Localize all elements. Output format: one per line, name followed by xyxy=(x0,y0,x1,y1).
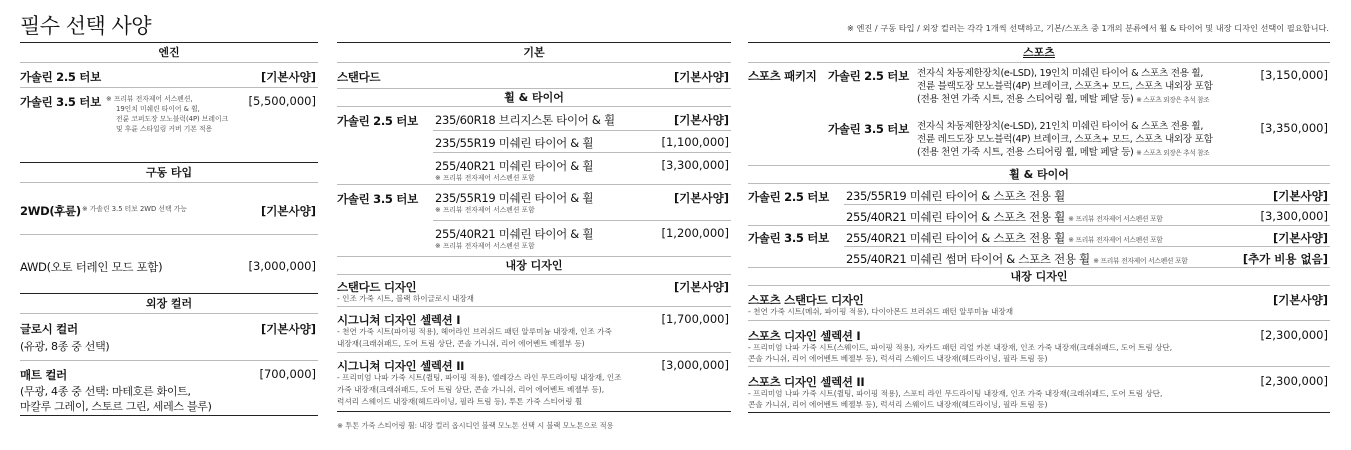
engine-label: 가솔린 2.5 터보 xyxy=(20,70,101,84)
sports-package-desc: 전륜 레드도장 모노블럭(4P) 브레이크, 스포츠+ 모드, 스포츠 내외장 포함 xyxy=(917,134,1213,145)
wheel-option[interactable] xyxy=(433,185,731,221)
sports-package-note: ※ 스포츠 외장은 추석 참조 xyxy=(1136,96,1210,104)
interior-desc: - 천연 가죽 시트(파이핑 적용), 헤어라인 브러쉬드 패턴 알루미늄 내장재, 인조 가죽 xyxy=(337,327,612,336)
wheel-option-price: [기본사양] xyxy=(1273,231,1328,245)
interior-option[interactable] xyxy=(748,367,1330,413)
page-title: 필수 선택 사양 xyxy=(20,14,152,38)
wheel-option-note: ※ 프리뷰 전자제어 서스펜션 포함 xyxy=(435,174,535,182)
wheel-option[interactable] xyxy=(433,221,731,257)
wheel-option-price: [추가 비용 없음] xyxy=(1242,252,1328,266)
exterior-sub: (유광, 8종 중 선택) xyxy=(20,340,110,353)
drive-price: [3,000,000] xyxy=(248,259,316,273)
wheel-option-price: [기본사양] xyxy=(1273,189,1328,203)
interior-price: [기본사양] xyxy=(1273,293,1328,307)
sports-column xyxy=(748,42,1330,413)
sports-package-desc: 전자식 차동제한장치(e-LSD), 21인치 미쉐린 타이어 & 스포츠 전용 휠, xyxy=(917,121,1204,132)
sports-package-label: 스포츠 패키지 xyxy=(748,69,817,83)
basic-header: 기본 xyxy=(337,42,731,63)
wheel-option[interactable] xyxy=(844,226,1330,247)
wheel-option-price: [기본사양] xyxy=(674,113,729,127)
engine-price: [기본사양] xyxy=(261,70,316,84)
sports-package-price: [3,350,000] xyxy=(1260,121,1328,135)
interior-desc: - 프리미엄 나파 가죽 시트(퀼팅, 파이핑 적용), 엘레강스 라인 무드라이팅 내장재, 인조 xyxy=(337,373,622,382)
interior-name: 스포츠 스탠다드 디자인 xyxy=(748,293,864,307)
engine-note: 전륜 코퍼도장 모노블럭(4P) 브레이크 xyxy=(116,115,229,123)
wheel-option-name-line xyxy=(846,209,1163,225)
interior-option[interactable] xyxy=(337,307,731,353)
wheel-option-name: 255/40R21 미쉐린 썸머 타이어 & 스포츠 전용 휠 xyxy=(846,252,1090,266)
interior-desc: - 인조 가죽 시트, 블랙 하이글로시 내장재 xyxy=(337,294,475,303)
drive-price: [기본사양] xyxy=(261,204,316,218)
interior-price: [2,300,000] xyxy=(1260,328,1328,342)
exterior-sub: (무광, 4종 중 선택: 마테호른 화이트, xyxy=(20,385,191,398)
basic-standard-price: [기본사양] xyxy=(674,70,729,84)
wheel-option-note: ※ 프리뷰 전자제어 서스펜션 포함 xyxy=(1093,257,1188,265)
engine-row-35[interactable] xyxy=(20,88,318,162)
interior-name: 스포츠 디자인 셀렉션 I xyxy=(748,329,861,343)
sports-header xyxy=(748,42,1330,63)
wheel-option-name-line xyxy=(846,230,1163,246)
engine-label: 가솔린 3.5 터보 xyxy=(20,95,101,109)
engine-note: 및 후륜 스타일링 커버 기본 적용 xyxy=(116,125,213,133)
wheel-option-name: 255/40R21 미쉐린 타이어 & 스포츠 전용 휠 xyxy=(846,231,1065,245)
drive-note: ※ 가솔린 3.5 터보 2WD 선택 가능 xyxy=(82,205,187,213)
wheel-option-note: ※ 프리뷰 전자제어 서스펜션 포함 xyxy=(435,242,535,250)
basic-standard-label: 스탠다드 xyxy=(337,70,381,84)
wheel-option-name: 255/40R21 미쉐린 타이어 & 휠 xyxy=(435,227,594,241)
sports-package-price: [3,150,000] xyxy=(1260,68,1328,82)
wheel-option[interactable] xyxy=(433,107,731,131)
wheel-option-name: 255/40R21 미쉐린 타이어 & 휠 xyxy=(435,159,594,173)
basic-wheel-header: 휠 & 타이어 xyxy=(337,89,731,107)
sports-package-desc: 전륜 블랙도장 모노블럭(4P) 브레이크, 스포츠+ 모드, 스포츠 내외장 포함 xyxy=(917,81,1213,92)
drive-header: 구동 타입 xyxy=(20,162,318,183)
sports-package xyxy=(748,63,1330,166)
exterior-header: 외장 컬러 xyxy=(20,293,318,314)
wheel-option-note: ※ 프리뷰 전자제어 서스펜션 포함 xyxy=(435,206,535,214)
sports-wheels-25 xyxy=(748,184,1330,226)
wheel-option[interactable] xyxy=(844,205,1330,226)
wheel-option-price: [1,200,000] xyxy=(661,226,729,240)
sports-package-desc: (전용 천연 가죽 시트, 전용 스티어링 휠, 메탈 페달 등) xyxy=(917,147,1134,158)
interior-option[interactable] xyxy=(748,286,1330,321)
wheel-option-price: [1,100,000] xyxy=(661,135,729,149)
wheel-engine-label: 가솔린 2.5 터보 xyxy=(748,190,829,204)
wheel-option-name: 255/40R21 미쉐린 타이어 & 스포츠 전용 휠 xyxy=(846,210,1065,224)
interior-name: 시그니쳐 디자인 셀렉션 I xyxy=(337,313,461,327)
drive-row-awd[interactable] xyxy=(20,235,318,293)
interior-price: [3,000,000] xyxy=(661,358,729,372)
basic-wheels-25 xyxy=(337,107,731,185)
exterior-row-matte[interactable] xyxy=(20,361,318,416)
wheel-option-note: ※ 프리뷰 전자제어 서스펜션 포함 xyxy=(1068,215,1163,223)
basic-column xyxy=(337,42,731,432)
interior-desc: - 프리미엄 나파 가죽 시트(스웨이드, 파이핑 적용), 자카드 패턴 리얼 카본 내장재, 인조 가죽 내장재(크래쉬패드, 도어 트림 상단, xyxy=(748,343,1173,352)
footnote: ※ 투톤 가죽 스티어링 휠: 내장 컬러 옵시디언 블랙 모노톤 선택 시 블랙 모노톤으로 적용 xyxy=(337,421,614,430)
exterior-label: 매트 컬러 xyxy=(20,368,67,382)
drive-label: AWD(오토 터레인 모드 포함) xyxy=(20,260,163,274)
interior-desc: 럭셔리 스웨이드 내장재(헤드라이닝, 필라 트림 등), 투톤 가죽 스티어링 휠 xyxy=(337,397,583,406)
sports-wheels-35 xyxy=(748,226,1330,268)
wheel-option-name-line xyxy=(846,251,1188,267)
wheel-option-price: [기본사양] xyxy=(674,191,729,205)
interior-name: 스포츠 디자인 셀렉션 II xyxy=(748,375,865,389)
top-note: ※ 엔진 / 구동 타입 / 외장 컬러는 각각 1개씩 선택하고, 기본/스포츠 중 1개의 분류에서 휠 & 타이어 및 내장 디자인 선택이 필요합니다. xyxy=(847,23,1329,33)
wheel-option-price: [3,300,000] xyxy=(1260,209,1328,223)
sports-package-desc-line xyxy=(917,94,1209,107)
drive-label: 2WD(후륜) xyxy=(20,204,81,218)
basic-standard-row[interactable] xyxy=(337,63,731,89)
sports-package-engine: 가솔린 2.5 터보 xyxy=(828,69,909,83)
basic-wheels-35 xyxy=(337,185,731,257)
interior-option[interactable] xyxy=(337,275,731,307)
exterior-sub: 마칼루 그레이, 스토르 그린, 세레스 블루) xyxy=(20,400,212,413)
wheel-option-name: 235/55R19 미쉐린 타이어 & 휠 xyxy=(435,191,594,205)
engine-note: 19인치 미쉐린 타이어 & 휠, xyxy=(116,105,200,113)
interior-price: [기본사양] xyxy=(674,280,729,294)
sports-interior-header: 내장 디자인 xyxy=(748,268,1330,286)
wheel-option-name: 235/60R18 브리지스톤 타이어 & 휠 xyxy=(435,113,615,127)
wheel-option[interactable] xyxy=(844,247,1330,268)
interior-desc: 콘솔 가니쉬, 리어 에어벤트 베젤부 등), 럭셔리 스웨이드 내장재(헤드라이닝, 필라 트림 등) xyxy=(748,354,1048,363)
wheel-option-name: 235/55R19 미쉐린 타이어 & 휠 xyxy=(435,136,594,150)
sports-package-note: ※ 스포츠 외장은 추석 참조 xyxy=(1136,149,1210,157)
interior-option[interactable] xyxy=(337,353,731,412)
wheel-option[interactable] xyxy=(433,153,731,185)
wheel-engine-label: 가솔린 3.5 터보 xyxy=(337,192,418,206)
engine-row-25[interactable] xyxy=(20,63,318,88)
interior-name: 시그니쳐 디자인 셀렉션 II xyxy=(337,359,465,373)
wheel-option-price: [3,300,000] xyxy=(661,158,729,172)
interior-desc: - 프리미엄 나파 가죽 시트(퀼팅, 파이핑 적용), 스포티 라인 무드라이팅 내장재, 인조 가죽 내장재(크래쉬패드, 도어 트림 상단, xyxy=(748,389,1163,398)
wheel-option[interactable] xyxy=(844,184,1330,205)
interior-name: 스탠다드 디자인 xyxy=(337,280,417,294)
interior-option[interactable] xyxy=(748,321,1330,367)
engine-note: ※ 프리뷰 전자제어 서스펜션, xyxy=(106,95,193,103)
engine-price: [5,500,000] xyxy=(248,94,316,108)
basic-interior-header: 내장 디자인 xyxy=(337,257,731,275)
interior-desc: 콘솔 가니쉬, 리어 에어벤트 베젤부 등), 럭셔리 스웨이드 내장재(헤드라이닝, 필라 트림 등) xyxy=(748,400,1048,409)
interior-price: [1,700,000] xyxy=(661,312,729,326)
left-column xyxy=(20,42,318,416)
exterior-label: 글로시 컬러 xyxy=(20,322,78,336)
exterior-price: [기본사양] xyxy=(261,322,316,336)
sports-header-text: 스포츠 xyxy=(1023,46,1055,59)
wheel-engine-label: 가솔린 2.5 터보 xyxy=(337,114,418,128)
sports-package-option[interactable] xyxy=(828,115,1330,166)
sports-package-desc-line xyxy=(917,147,1209,160)
interior-desc: 가죽 내장재(크래쉬패드, 도어 트림 상단, 콘솔 가니쉬, 리어 에어벤트 베젤부 등), xyxy=(337,385,605,394)
sports-package-desc: (전용 천연 가죽 시트, 전용 스티어링 휠, 메탈 페달 등) xyxy=(917,94,1134,105)
exterior-row-glossy[interactable] xyxy=(20,314,318,361)
drive-row-2wd[interactable] xyxy=(20,183,318,235)
interior-desc: 내장재(크래쉬패드, 도어 트림 상단, 콘솔 가니쉬, 리어 에어벤트 베젤부 등) xyxy=(337,339,585,348)
wheel-option[interactable] xyxy=(433,131,731,153)
wheel-engine-label: 가솔린 3.5 터보 xyxy=(748,231,829,245)
sports-package-engine: 가솔린 3.5 터보 xyxy=(828,122,909,136)
engine-header: 엔진 xyxy=(20,42,318,63)
interior-price: [2,300,000] xyxy=(1260,374,1328,388)
wheel-option-name: 235/55R19 미쉐린 타이어 & 스포츠 전용 휠 xyxy=(846,189,1065,203)
interior-desc: - 천연 가죽 시트(메쉬, 파이핑 적용), 다이아몬드 브러쉬드 패턴 알루미늄 내장재 xyxy=(748,307,1014,316)
exterior-price: [700,000] xyxy=(259,367,316,381)
sports-wheel-header: 휠 & 타이어 xyxy=(748,166,1330,184)
wheel-option-note: ※ 프리뷰 전자제어 서스펜션 포함 xyxy=(1068,236,1163,244)
sports-package-option[interactable] xyxy=(828,63,1330,115)
sports-package-desc: 전자식 차동제한장치(e-LSD), 19인치 미쉐린 타이어 & 스포츠 전용 휠, xyxy=(917,68,1204,79)
